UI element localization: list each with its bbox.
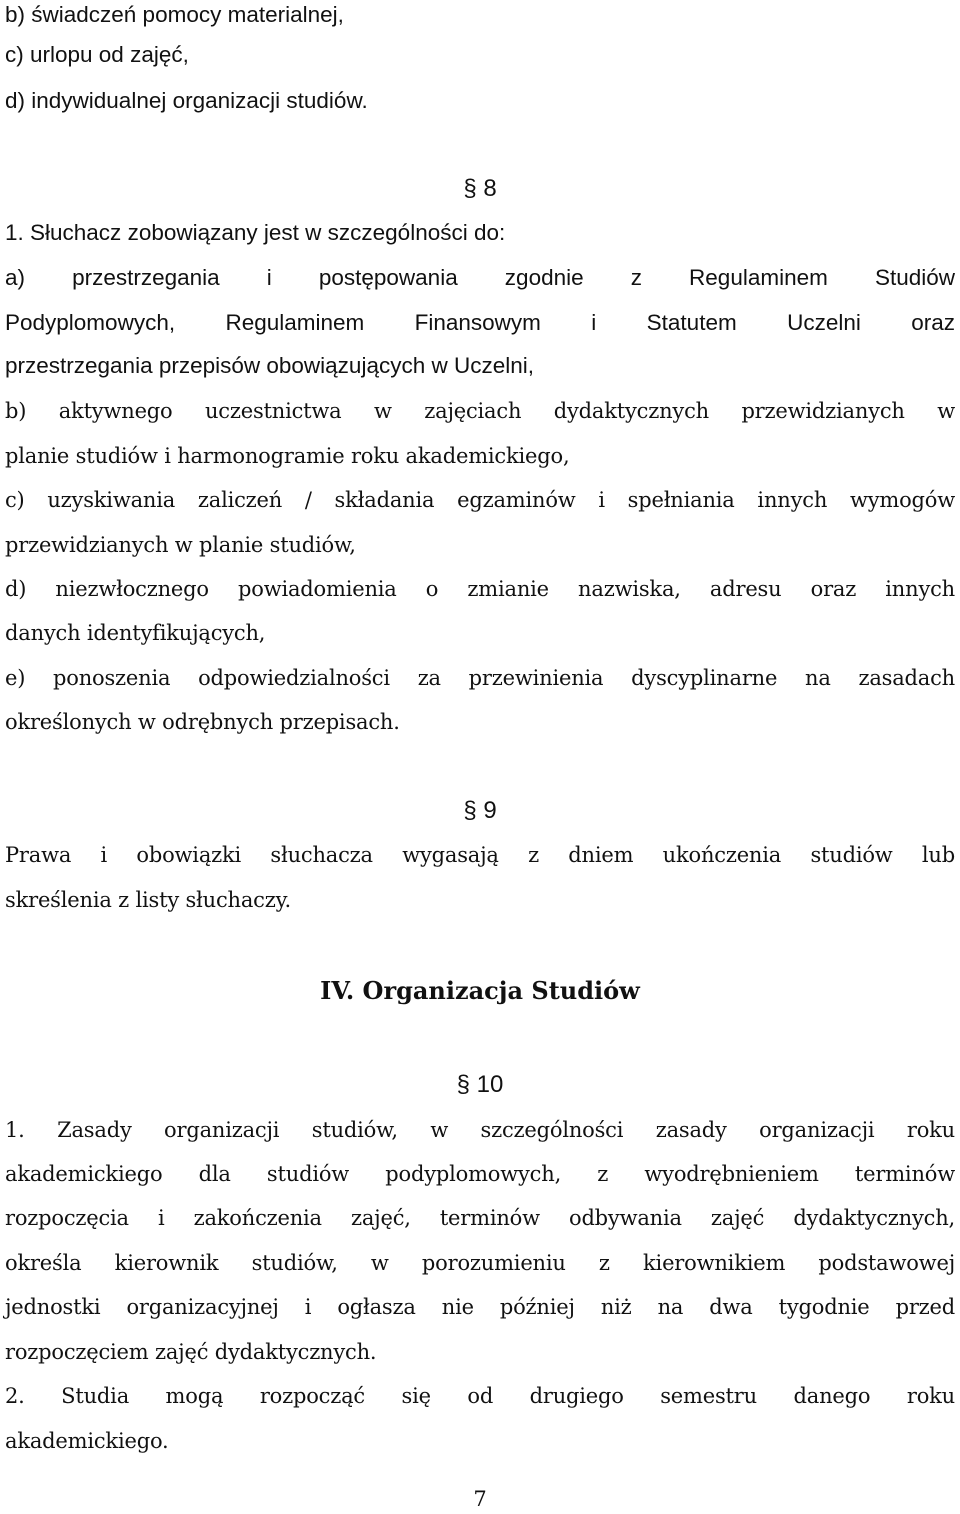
paragraph-line: danych identyfikujących, [5,621,266,645]
section-heading: § 8 [463,175,497,202]
paragraph-line: 1. Słuchacz zobowiązany jest w szczególności do: [5,220,506,245]
paragraph-line: określonych w odrębnych przepisach. [5,710,400,734]
paragraph-line: skreślenia z listy słuchaczy. [5,888,291,912]
paragraph-line: 1. Zasady organizacji studiów, w szczególności zasady organizacji roku [5,1118,955,1142]
paragraph-line: c) uzyskiwania zaliczeń / składania egzaminów i spełniania innych wymogów [5,488,955,512]
paragraph-line: określa kierownik studiów, w porozumieniu z kierownikiem podstawowej [5,1251,955,1275]
paragraph-line: e) ponoszenia odpowiedzialności za przewinienia dyscyplinarne na zasadach [5,666,955,690]
paragraph-line: d) niezwłocznego powiadomienia o zmianie nazwiska, adresu oraz innych [5,577,955,601]
list-item: c) urlopu od zajęć, [5,42,189,67]
paragraph-line: akademickiego dla studiów podyplomowych, z wyodrębnieniem terminów [5,1162,955,1186]
paragraph-line: planie studiów i harmonogramie roku akademickiego, [5,444,570,468]
section-heading: § 9 [463,797,497,824]
paragraph-line: przewidzianych w planie studiów, [5,533,356,557]
page-number: 7 [473,1487,487,1511]
paragraph-line: Podyplomowych, Regulaminem Finansowym i Statutem Uczelni oraz [5,310,955,335]
paragraph-line: akademickiego. [5,1429,169,1453]
paragraph-line: b) aktywnego uczestnictwa w zajęciach dydaktycznych przewidzianych w [5,399,955,423]
list-item: b) świadczeń pomocy materialnej, [5,2,344,27]
section-heading: § 10 [456,1071,504,1098]
paragraph-line: przestrzegania przepisów obowiązujących w Uczelni, [5,353,534,378]
paragraph-line: rozpoczęcia i zakończenia zajęć, terminów odbywania zajęć dydaktycznych, [5,1206,955,1230]
paragraph-line: a) przestrzegania i postępowania zgodnie z Regulaminem Studiów [5,265,955,290]
paragraph-line: Prawa i obowiązki słuchacza wygasają z dniem ukończenia studiów lub [5,843,955,867]
paragraph-line: jednostki organizacyjnej i ogłasza nie później niż na dwa tygodnie przed [5,1295,955,1319]
list-item: d) indywidualnej organizacji studiów. [5,88,368,113]
paragraph-line: rozpoczęciem zajęć dydaktycznych. [5,1340,377,1364]
chapter-title: IV. Organizacja Studiów [320,976,640,1005]
paragraph-line: 2. Studia mogą rozpocząć się od drugiego semestru danego roku [5,1384,955,1408]
